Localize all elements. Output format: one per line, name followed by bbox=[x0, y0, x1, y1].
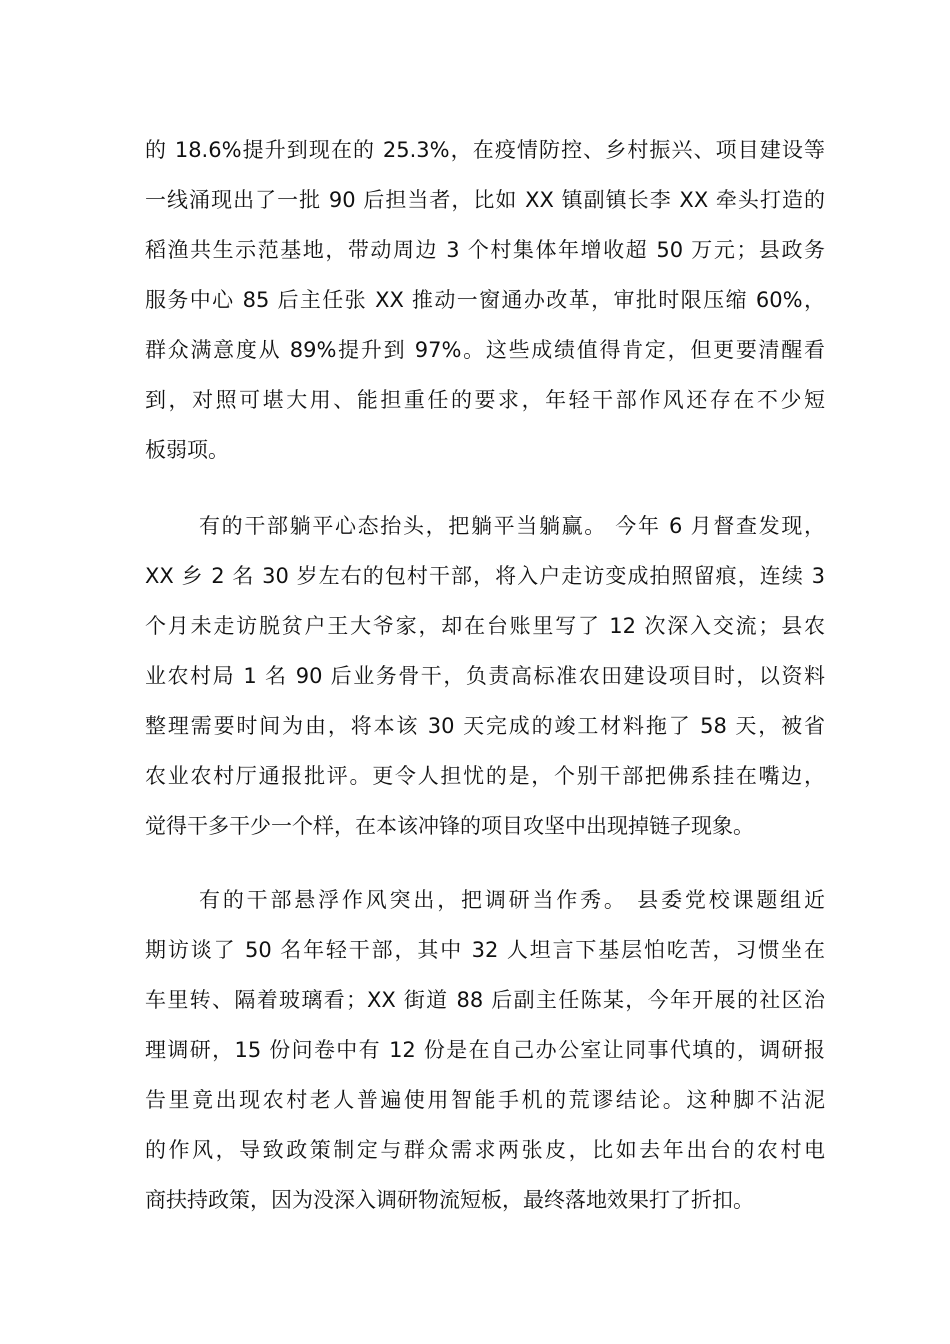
text-line: 车里转、隔着玻璃看；XX 街道 88 后副主任陈某，今年开展的社区治 bbox=[145, 988, 825, 1012]
text-line: 业农村局 1 名 90 后业务骨干，负责高标准农田建设项目时，以资料 bbox=[145, 664, 825, 688]
text-line: 个月未走访脱贫户王大爷家，却在台账里写了 12 次深入交流；县农 bbox=[145, 614, 825, 638]
text-line: 稻渔共生示范基地，带动周边 3 个村集体年增收超 50 万元；县政务 bbox=[145, 238, 825, 262]
text-line: 整理需要时间为由，将本该 30 天完成的竣工材料拖了 58 天，被省 bbox=[145, 714, 825, 738]
text-line: 群众满意度从 89%提升到 97%。这些成绩值得肯定，但更要清醒看 bbox=[145, 338, 825, 362]
text-line: 的 18.6%提升到现在的 25.3%，在疫情防控、乡村振兴、项目建设等 bbox=[145, 138, 825, 162]
text-line: 农业农村厅通报批评。更令人担忧的是，个别干部把佛系挂在嘴边， bbox=[145, 764, 825, 788]
text-line: 板弱项。 bbox=[145, 438, 229, 462]
text-line: 理调研，15 份问卷中有 12 份是在自己办公室让同事代填的，调研报 bbox=[145, 1038, 825, 1062]
text-line: 有的干部悬浮作风突出，把调研当作秀。 县委党校课题组近 bbox=[199, 888, 825, 912]
text-line: 到，对照可堪大用、能担重任的要求，年轻干部作风还存在不少短 bbox=[145, 388, 825, 412]
text-line: 的作风，导致政策制定与群众需求两张皮，比如去年出台的农村电 bbox=[145, 1138, 825, 1162]
text-line: 商扶持政策，因为没深入调研物流短板，最终落地效果打了折扣。 bbox=[145, 1188, 754, 1212]
text-line: 期访谈了 50 名年轻干部，其中 32 人坦言下基层怕吃苦，习惯坐在 bbox=[145, 938, 825, 962]
text-line: 有的干部躺平心态抬头，把躺平当躺赢。 今年 6 月督查发现， bbox=[199, 514, 825, 538]
text-line: 服务中心 85 后主任张 XX 推动一窗通办改革，审批时限压缩 60%， bbox=[145, 288, 825, 312]
text-line: 觉得干多干少一个样，在本该冲锋的项目攻坚中出现掉链子现象。 bbox=[145, 814, 754, 838]
text-line: 告里竟出现农村老人普遍使用智能手机的荒谬结论。这种脚不沾泥 bbox=[145, 1088, 825, 1112]
text-line: XX 乡 2 名 30 岁左右的包村干部，将入户走访变成拍照留痕，连续 3 bbox=[145, 564, 825, 588]
text-line: 一线涌现出了一批 90 后担当者，比如 XX 镇副镇长李 XX 牵头打造的 bbox=[145, 188, 825, 212]
